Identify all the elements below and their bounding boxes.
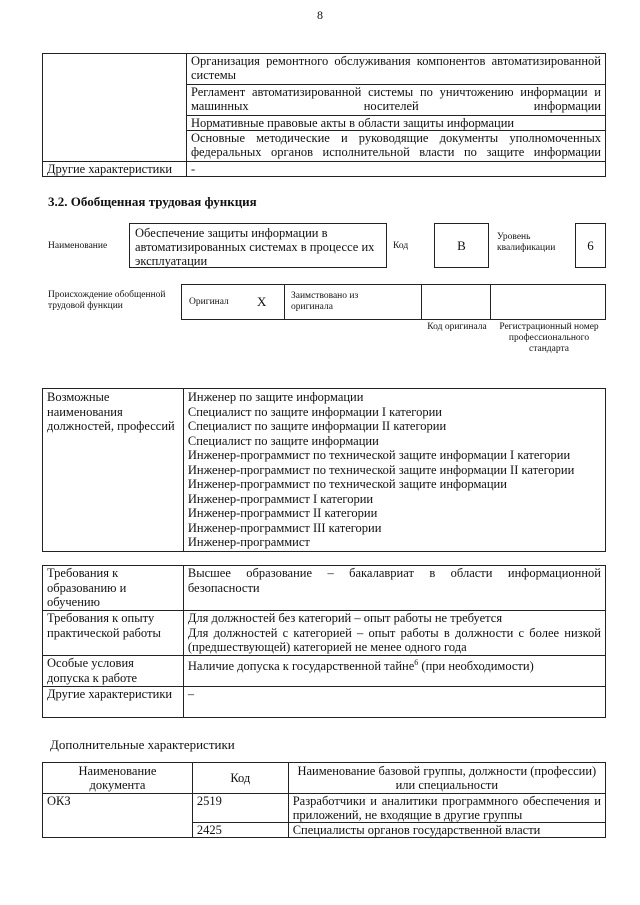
positions-table <box>42 388 606 552</box>
origin-original-box <box>181 284 285 320</box>
origin-code-box <box>421 284 491 320</box>
conditions-value <box>183 656 605 687</box>
knowledge-item: Организация ремонтного обслуживания компонентов автоматизированной системы <box>186 54 605 85</box>
footnote-mark: 6 <box>414 658 419 667</box>
code-original-caption: Код оригинала <box>427 322 487 332</box>
page-number: 8 <box>317 8 323 22</box>
code-value: B <box>457 238 466 253</box>
level-box <box>575 223 606 268</box>
other-value: – <box>183 687 605 718</box>
origin-reg-box <box>490 284 606 320</box>
level-label: Уровень квалификации <box>497 232 556 253</box>
section-title: 3.2. Обобщенная трудовая функция <box>48 194 257 209</box>
knowledge-label-cell <box>43 54 187 162</box>
header-group: Наименование базовой группы, должности (профессии) или специальности <box>288 763 605 794</box>
position-item: Инженер-программист <box>187 535 310 549</box>
conditions-label: Особые условия допуска к работе <box>43 656 184 687</box>
position-item: Инженер-программист по технической защите информации <box>187 477 507 491</box>
original-label: Оригинал <box>189 297 229 307</box>
okz-code: 2519 <box>192 794 288 823</box>
knowledge-item: Регламент автоматизированной системы по уничтожению информации и машинных носителей информации <box>186 85 605 116</box>
knowledge-item: Основные методические и руководящие документы уполномоченных федеральных органов исполнительной власти по защите информации <box>186 131 605 162</box>
position-item: Инженер-программист по технической защите информации II категории <box>187 462 575 477</box>
position-item: Инженер-программист I категории <box>187 491 374 506</box>
okz-code: 2425 <box>192 823 288 838</box>
name-label: Наименование <box>48 241 108 251</box>
function-name: Обеспечение защиты информации в автоматизированных системах в процессе их эксплуатации <box>135 226 375 268</box>
code-box <box>434 223 489 268</box>
header-document: Наименование документа <box>43 763 193 794</box>
education-value: Высшее образование – бакалавриат в области информационной безопасности <box>183 566 605 611</box>
position-item: Инженер-программист по технической защите информации I категории <box>187 448 571 462</box>
other-characteristics-label: Другие характеристики <box>43 162 187 177</box>
position-item: Инженер по защите информации <box>187 390 364 404</box>
knowledge-table <box>42 53 606 177</box>
okz-group-name: Специалисты органов государственной власти <box>288 823 605 838</box>
position-item: Специалист по защите информации I категории <box>187 404 442 419</box>
reg-number-caption: Регистрационный номер профессионального стандарта <box>499 322 599 354</box>
header-code: Код <box>192 763 288 794</box>
position-item: Специалист по защите информации II категории <box>187 419 447 433</box>
okz-document: ОКЗ <box>43 794 193 838</box>
original-mark: X <box>257 294 267 309</box>
experience-line: Для должностей с категорией – опыт работы в должности с более низкой (предшествующей) категорией не менее одного года <box>187 625 601 654</box>
origin-borrowed-box <box>284 284 422 320</box>
positions-list <box>183 389 605 552</box>
conditions-tail: (при необходимости) <box>418 659 534 674</box>
requirements-table <box>42 565 606 718</box>
additional-table <box>42 762 606 838</box>
borrowed-label: Заимствовано из оригинала <box>291 291 359 312</box>
experience-label: Требования к опыту практической работы <box>43 611 184 656</box>
conditions-text: Наличие допуска к государственной тайне <box>187 659 415 674</box>
other-characteristics-value: - <box>186 162 605 177</box>
okz-group-name: Разработчики и аналитики программного обеспечения и приложений, не входящие в другие группы <box>288 794 605 823</box>
additional-title: Дополнительные характеристики <box>50 737 235 752</box>
position-item: Инженер-программист II категории <box>187 506 378 520</box>
knowledge-item: Нормативные правовые акты в области защиты информации <box>186 116 605 131</box>
code-label: Код <box>393 241 409 251</box>
other-label: Другие характеристики <box>43 687 184 718</box>
position-item: Специалист по защите информации <box>187 433 379 448</box>
experience-line: Для должностей без категорий – опыт работы не требуется <box>187 611 503 625</box>
experience-value <box>183 611 605 656</box>
origin-label: Происхождение обобщенной трудовой функции <box>48 290 166 311</box>
education-label: Требования к образованию и обучению <box>43 566 184 611</box>
level-value: 6 <box>587 238 594 253</box>
position-item: Инженер-программист III категории <box>187 520 382 535</box>
function-name-box <box>129 223 387 268</box>
positions-label: Возможные наименования должностей, профессий <box>43 389 184 552</box>
